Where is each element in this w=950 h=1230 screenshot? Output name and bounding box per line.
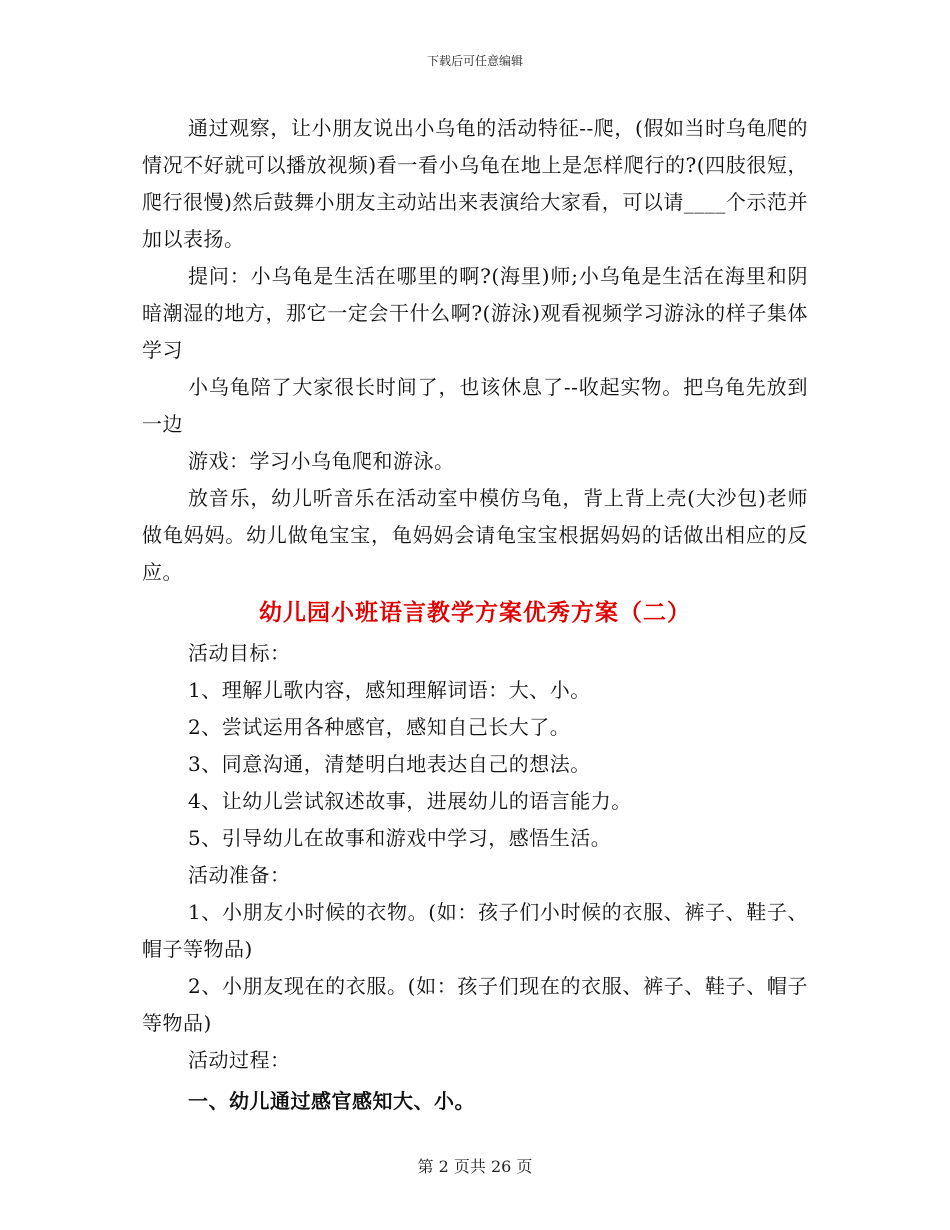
paragraph: 通过观察，让小朋友说出小乌龟的活动特征--爬，(假如当时乌龟爬的情况不好就可以播放视频)看一看小乌龟在地上是怎样爬行的?(四肢很短，爬行很慢)然后鼓舞小朋友主动站出来表演给大家看，可以请____个示范并加以表扬。 bbox=[142, 116, 808, 251]
section-title: 幼儿园小班语言教学方案优秀方案（二） bbox=[259, 600, 691, 626]
paragraph: 活动准备： bbox=[188, 863, 291, 887]
list-item: 4、让幼儿尝试叙述故事，进展幼儿的语言能力。 bbox=[188, 789, 632, 813]
list-item: 1、理解儿歌内容，感知理解词语：大、小。 bbox=[188, 678, 591, 702]
paragraph: 提问：小乌龟是生活在哪里的啊?(海里)师;小乌龟是生活在海里和阴暗潮湿的地方，那它一定会干什么啊?(游泳)观看视频学习游泳的样子集体学习 bbox=[142, 264, 808, 362]
paragraph: 小乌龟陪了大家很长时间了，也该休息了--收起实物。把乌龟先放到一边 bbox=[142, 375, 808, 436]
paragraph: 放音乐，幼儿听音乐在活动室中模仿乌龟，背上背上壳(大沙包)老师做龟妈妈。幼儿做龟宝宝，龟妈妈会请龟宝宝根据妈妈的话做出相应的反应。 bbox=[142, 486, 808, 584]
bold-heading: 一、幼儿通过感官感知大、小。 bbox=[188, 1089, 475, 1113]
list-item: 1、小朋友小时候的衣物。(如：孩子们小时候的衣服、裤子、鞋子、帽子等物品) bbox=[142, 900, 808, 961]
paragraph: 活动目标： bbox=[188, 641, 291, 665]
list-item: 3、同意沟通，清楚明白地表达自己的想法。 bbox=[188, 752, 591, 776]
page-footer: 第 2 页共 26 页 bbox=[417, 1157, 533, 1176]
list-item: 2、尝试运用各种感官，感知自己长大了。 bbox=[188, 715, 571, 739]
list-item: 2、小朋友现在的衣服。(如：孩子们现在的衣服、裤子、鞋子、帽子等物品) bbox=[142, 974, 808, 1035]
page-header: 下载后可任意编辑 bbox=[426, 54, 523, 68]
list-item: 5、引导幼儿在故事和游戏中学习，感悟生活。 bbox=[188, 826, 612, 850]
paragraph: 游戏：学习小乌龟爬和游泳。 bbox=[188, 449, 455, 473]
paragraph: 活动过程： bbox=[188, 1048, 291, 1072]
document-body bbox=[142, 110, 808, 1120]
